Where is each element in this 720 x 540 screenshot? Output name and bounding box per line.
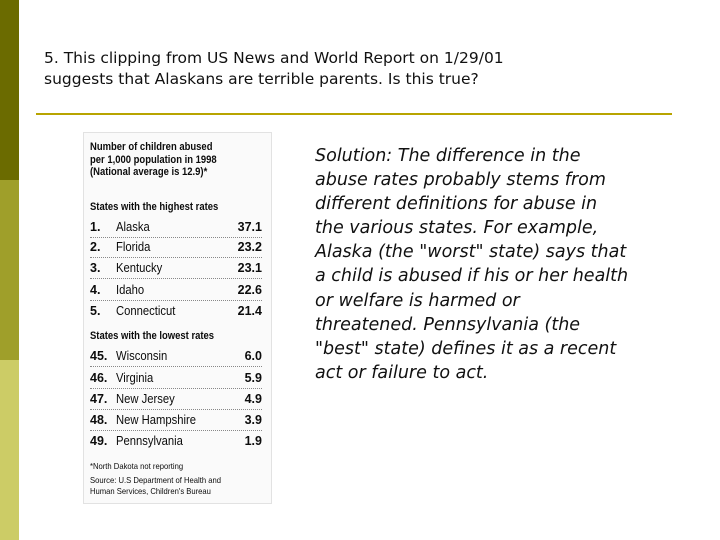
state-rank: 47. bbox=[90, 392, 108, 406]
state-name: Idaho bbox=[116, 283, 145, 297]
question-text bbox=[44, 48, 684, 90]
solution-line: abuse rates probably stems from bbox=[315, 170, 606, 191]
state-row bbox=[90, 349, 262, 367]
question-line-1: 5. This clipping from US News and World Report on 1/29/01 bbox=[44, 49, 504, 67]
row-divider bbox=[90, 278, 262, 279]
state-name: Virginia bbox=[116, 371, 154, 385]
state-row bbox=[90, 283, 262, 301]
solution-line: Alaska (the "worst" state) says that bbox=[315, 242, 627, 263]
state-row bbox=[90, 261, 262, 279]
clipping-header-line-1: Number of children abused bbox=[90, 141, 213, 153]
row-divider bbox=[90, 409, 262, 410]
state-row bbox=[90, 392, 262, 410]
state-rate: 3.9 bbox=[244, 413, 262, 427]
clipping-header-line-3: (National average is 12.9)* bbox=[90, 166, 208, 178]
row-divider bbox=[90, 388, 262, 389]
clipping-source-line-1: Source: U.S Department of Health and bbox=[90, 475, 221, 485]
solution-line: act or failure to act. bbox=[315, 362, 489, 383]
highest-rates-title: States with the highest rates bbox=[90, 201, 219, 213]
state-name: New Jersey bbox=[116, 392, 175, 406]
state-rank: 2. bbox=[90, 240, 101, 254]
state-name: Wisconsin bbox=[116, 349, 168, 363]
side-bar-dark-segment bbox=[0, 0, 19, 180]
state-row bbox=[90, 434, 262, 452]
state-rank: 46. bbox=[90, 371, 108, 385]
newspaper-clipping bbox=[83, 132, 272, 504]
clipping-source-line-2: Human Services, Children's Bureau bbox=[90, 486, 211, 496]
row-divider bbox=[90, 237, 262, 238]
state-rate: 6.0 bbox=[244, 349, 262, 363]
state-name: New Hampshire bbox=[116, 413, 197, 427]
state-name: Alaska bbox=[116, 220, 150, 234]
state-rate: 21.4 bbox=[237, 304, 262, 318]
state-name: Connecticut bbox=[116, 304, 176, 318]
side-bar-light-segment bbox=[0, 360, 19, 540]
state-row bbox=[90, 220, 262, 238]
state-rate: 4.9 bbox=[244, 392, 262, 406]
state-rank: 5. bbox=[90, 304, 101, 318]
solution-line: Solution: The difference in the bbox=[315, 146, 581, 166]
state-row bbox=[90, 413, 262, 431]
state-rank: 1. bbox=[90, 220, 101, 234]
side-bar-mid-segment bbox=[0, 180, 19, 360]
state-rank: 49. bbox=[90, 434, 108, 448]
state-name: Kentucky bbox=[116, 261, 163, 275]
solution-line: threatened. Pennsylvania (the bbox=[315, 314, 581, 335]
row-divider bbox=[90, 257, 262, 258]
solution-line: a child is abused if his or her health bbox=[315, 266, 629, 287]
clipping-header bbox=[90, 141, 266, 179]
question-line-2: suggests that Alaskans are terrible parents. Is this true? bbox=[44, 70, 479, 88]
clipping-header-line-2: per 1,000 population in 1998 bbox=[90, 153, 217, 166]
side-accent-bar bbox=[0, 0, 19, 540]
state-rate: 23.2 bbox=[237, 240, 262, 254]
solution-line: different definitions for abuse in bbox=[315, 194, 598, 215]
row-divider bbox=[90, 430, 262, 431]
solution-text bbox=[315, 144, 695, 385]
state-name: Florida bbox=[116, 240, 151, 254]
state-rate: 37.1 bbox=[237, 220, 262, 234]
row-divider bbox=[90, 366, 262, 367]
state-rank: 45. bbox=[90, 349, 108, 363]
state-row bbox=[90, 240, 262, 258]
lowest-rates-title: States with the lowest rates bbox=[90, 330, 215, 342]
state-rate: 23.1 bbox=[237, 261, 262, 275]
state-name: Pennsylvania bbox=[116, 434, 183, 448]
state-rank: 48. bbox=[90, 413, 108, 427]
solution-line: "best" state) defines it as a recent bbox=[315, 338, 617, 359]
solution-line: or welfare is harmed or bbox=[315, 290, 520, 311]
state-rate: 1.9 bbox=[244, 434, 262, 448]
state-rank: 3. bbox=[90, 261, 101, 275]
clipping-footnote: *North Dakota not reporting bbox=[90, 461, 184, 471]
state-row bbox=[90, 304, 262, 322]
state-rate: 22.6 bbox=[237, 283, 262, 297]
divider-rule bbox=[36, 113, 672, 115]
solution-line: the various states. For example, bbox=[315, 218, 599, 239]
row-divider bbox=[90, 300, 262, 301]
state-row bbox=[90, 371, 262, 389]
state-rank: 4. bbox=[90, 283, 101, 297]
state-rate: 5.9 bbox=[244, 371, 262, 385]
